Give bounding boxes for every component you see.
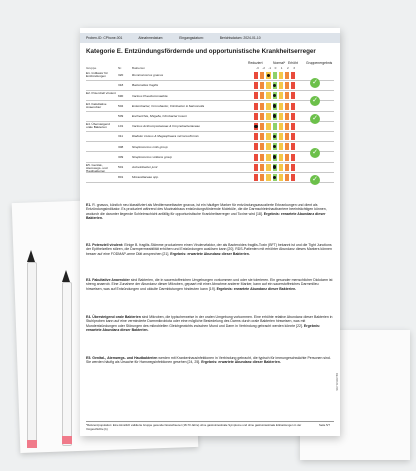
scale-cell [285, 164, 289, 171]
report-page [80, 28, 340, 436]
scale-cell [266, 174, 270, 181]
scale-cell [254, 82, 258, 89]
group-result-check-icon: ✓ [310, 148, 320, 158]
row-bacterium: Streptococcus mitis group [132, 144, 168, 149]
pencil-left-eraser [27, 440, 37, 448]
paragraph-result: Ergebnis: erwartete Abundanz dieser Bakterien. [201, 360, 281, 365]
scale-cell [260, 133, 264, 140]
col-header-erhoeht: Erhöht [288, 61, 298, 65]
probe-id: Proben-ID: CPhone-001 [86, 36, 123, 40]
scale-cell [291, 123, 295, 130]
scale-cell [260, 103, 264, 110]
row-nr: 101 [118, 124, 124, 129]
scale-cell [279, 143, 283, 150]
row-nr: 801 [118, 175, 124, 180]
scale-cell [291, 143, 295, 150]
scale-cell [260, 174, 264, 181]
row-nr: 509 [118, 113, 124, 118]
group-result-check-icon: ✓ [310, 175, 320, 185]
row-bacterium: Moraxellaceae spp. [132, 175, 159, 180]
row-nr: 311 [118, 134, 123, 139]
scale-cell [279, 154, 283, 161]
row-bacterium: Streptococcus viridans group [132, 154, 172, 159]
col-header-bakterien: Bakterien [132, 66, 146, 70]
scale-cell [273, 123, 277, 130]
side-code: DE-000-01-001 [335, 373, 338, 391]
col-header-ergebnis: Gruppenergebnis [306, 61, 333, 65]
explanation-paragraph [86, 356, 334, 365]
table-row [86, 163, 334, 173]
scale-cell [291, 103, 295, 110]
bericht-datum: Berichtsdatum: 2024-01-10 [219, 36, 261, 40]
paragraph-lead: E4. Übersteigend orale Bakterien [86, 315, 142, 319]
scale-cell [254, 113, 258, 120]
eingang-datum: Eingangsdatum: [179, 36, 204, 40]
scale-cell [260, 92, 264, 99]
row-group: E5. Genital-, Atemwegs- und Hautbakterien [86, 162, 108, 174]
scale-cell [254, 154, 258, 161]
scale-label: -3 [256, 66, 259, 70]
scale-cell [254, 143, 258, 150]
pencil-left-tip [27, 250, 35, 262]
scale-cell [291, 82, 295, 89]
table-row [86, 81, 334, 91]
scale-cell [254, 133, 258, 140]
scale-cell [279, 164, 283, 171]
page-title: Kategorie E. Entzündungsfördernde und opportunistische Krankheitserreger [86, 48, 316, 55]
scale-label: -1 [268, 66, 272, 70]
explanation-paragraph [86, 243, 334, 256]
group-result-check-icon: ✓ [310, 114, 320, 124]
scale-cell [285, 174, 289, 181]
scale-cell [291, 154, 295, 161]
scale-cell [285, 143, 289, 150]
paragraph-result: Ergebnis: erwartete Abundanz dieser Bakterien. [216, 286, 297, 291]
footnote [86, 421, 334, 431]
scale-cell [279, 92, 283, 99]
row-bacterium: Bacteroides fragilis [132, 83, 159, 88]
scale-cell [260, 154, 264, 161]
scale-cell [254, 103, 258, 110]
scale-cell [279, 174, 283, 181]
scale-cell [291, 92, 295, 99]
scale-cell [279, 133, 283, 140]
scale-cell [266, 103, 270, 110]
pencil-right-tip [62, 270, 70, 282]
explanation-paragraph [86, 278, 334, 291]
scale-cell [285, 103, 289, 110]
explanation-paragraph [86, 315, 334, 333]
scale-cell [279, 82, 283, 89]
scale-label: -2 [262, 66, 265, 70]
scale-cell [260, 164, 264, 171]
scale-cell [266, 82, 270, 89]
paragraph-text: sind Mikroben, die typischerweise in der oralen Umgebung vorkommen. Eine erhöhte relative Abundanz dieser Bakterien in Stuhlproben kann auf eine verminderte Darmmikrobiota oder eine mögliche Besiedelung des Darms durch orale Bakterien hinweisen, was mit Mundentzündungen oder Störungen des mikrobiellen Gleichgewichts zwischen Mund und Darm in Verbindung gebracht werden könnte [22]. [86, 315, 333, 328]
group-result-check-icon: ✓ [310, 96, 320, 106]
paragraph-text: werden mit Krankenhausinfektionen in Verbindung gebracht, die typisch für immungeschwächte Personen sind. Sie werden häufig als Ursache für Harnwegsinfektionen gesehen [24, 25]. [86, 356, 331, 365]
scale-label: 1 [280, 66, 283, 70]
scale-cell [285, 92, 289, 99]
scale-cell [279, 72, 283, 79]
row-group: E3. Fakultative Anaerobier [86, 101, 107, 109]
table-row [86, 71, 334, 81]
paragraph-lead: E2. Potenziell virulent: [86, 243, 125, 247]
paragraph-lead: E3. Fakultative Anaerobier [86, 278, 131, 282]
scale-cell [266, 113, 270, 120]
table-row [86, 102, 334, 112]
row-nr: 690 [118, 93, 124, 98]
row-nr: 502 [118, 103, 124, 108]
scale-label: 2 [287, 66, 289, 70]
row-nr: 320 [118, 73, 124, 78]
value-marker [254, 125, 258, 129]
paragraph-result: Ergebnis: erwartete Abundanz dieser Bakterien. [86, 211, 326, 221]
row-bacterium: Escherichia, Shigella, Citrobacter koseri [132, 113, 187, 118]
row-bacterium: Various Actinomycetaceae & Corynebacteriaceae [132, 124, 200, 129]
scale-cell [285, 82, 289, 89]
paragraph-text: sind Bakterien, die in sauerstoffreichen Umgebungen vorkommen und oder sie tolerieren. Ein gesunder menschlicher Dickdarm ist streng anaerob. Eine Zunahme der Abundanz dieser Mikroben, gepaart mit einer Abnahme anderer Marker, kann auf ein sauerstoffreiches Darmmilieu hinweisen, was auf Entzündungen und okkulte Darmblutungen hindeuten kann [19]. [86, 278, 333, 291]
scale-cell [291, 133, 295, 140]
scale-cell [285, 72, 289, 79]
row-group: E2. Potenziell virulent [86, 91, 116, 96]
scale-cell [254, 92, 258, 99]
scale-cell [254, 164, 258, 171]
scale-label: 3 [293, 66, 295, 70]
paragraph-lead: E5. Genital-, Atemwegs- und Hautbakterien [86, 356, 159, 360]
report-header-bar [80, 33, 340, 43]
scale-cell [266, 92, 270, 99]
scale-cell [279, 103, 283, 110]
scale-cell [285, 133, 289, 140]
row-group: E4. Übersteigend orale Bakterien [86, 122, 110, 130]
scale-cell [291, 174, 295, 181]
row-bacterium: Acinetobacter junii [132, 164, 158, 169]
col-header-nr: Nr. [118, 66, 122, 70]
row-bacterium: Dialister invisus & Megasphaera micronuciformis [132, 134, 199, 139]
table-row [86, 91, 334, 101]
row-bacterium: Ruminococcus gnavus [132, 73, 164, 78]
scale-cell [260, 123, 264, 130]
paragraph-lead: E1. [86, 203, 93, 207]
scale-cell [291, 72, 295, 79]
scale-cell [266, 133, 270, 140]
col-header-gruppe: Gruppe [86, 66, 97, 70]
row-nr: 308 [118, 144, 124, 149]
scale-cell [260, 82, 264, 89]
scale-cell [266, 143, 270, 150]
scale-cell [285, 154, 289, 161]
scale-cell [279, 123, 283, 130]
scale-cell [279, 113, 283, 120]
row-group: E1. Indikator für Entzündungen [86, 71, 108, 79]
paragraph-text: R. gnavus, kürzlich neu klassifiziert als Mediterraneibacter gnavus, ist ein häufiger Marker für entzündungsassoziierte Erkrankungen und dient als Entzündungsindikator. Es produziert während des Muzinabbaus entzündungsfördernde Moleküle, die die Darmschleimhautbarriere beeinträchtigen können, wodurch die darunter liegende Schleimschicht anfällig für opportunistische Krankheitserreger und Toxine wird [18]. [86, 203, 327, 216]
scale-cell [285, 123, 289, 130]
scale-cell [260, 72, 264, 79]
paragraph-result: Ergebnis: erwartete Abundanz dieser Bakterien. [86, 323, 321, 333]
row-nr: 309 [118, 154, 124, 159]
scale-label: 0 [274, 66, 277, 70]
scale-cell [266, 123, 270, 130]
scale-cell [260, 113, 264, 120]
pencil-right [62, 282, 72, 446]
scale-cell [260, 143, 264, 150]
scale-cell [254, 174, 258, 181]
group-result-check-icon: ✓ [310, 78, 320, 88]
scale-cell [266, 154, 270, 161]
scale-cell [266, 164, 270, 171]
footnote-text: *Referenzpopulation: Eine künstlich validierte Gruppe gesunder Erwachsener (18-70 Jahre) ohne gastrointestinale Symptome und ohne gastrointestinale Erkrankungen in der Vorgeschichte [1]. [86, 423, 302, 431]
scale-cell [291, 113, 295, 120]
table-row [86, 112, 334, 122]
scale-cell [291, 164, 295, 171]
row-bacterium: Enterobacter, Cronobacter, Citrobacter & Salmonella [132, 103, 205, 108]
col-header-reduziert: Reduziert [248, 61, 263, 65]
paragraph-text: Einige B. fragilis-Stämme produzieren einen Virulenzfaktor, der als Bacteroides fragilis-Toxin (BFT) bekannt ist und die Tight Junctions der Epithelzellen stören, die Darmpermeabilität erhöhen und Entzündungen auslösen kann [20]. RDS-Patienten mit erhöhter Abundanz dieses Markers können besser auf eine FODMAP-arme Diät ansprechen [21]. [86, 243, 332, 256]
table-row [86, 173, 334, 183]
page-number: Seite 5/7 [318, 423, 330, 427]
paragraph-result: Ergebnis: erwartete Abundanz dieser Bakterien. [170, 251, 250, 256]
table-row [86, 153, 334, 163]
abnahme-datum: Abnahmedatum: [138, 36, 164, 40]
table-row [86, 122, 334, 132]
scale-cell [285, 113, 289, 120]
row-nr: 318 [118, 83, 124, 88]
table-row [86, 142, 334, 152]
explanation-paragraph [86, 203, 334, 221]
row-bacterium: Various Pseudomonadota [132, 93, 168, 98]
col-header-normal: Normal* [273, 61, 286, 65]
row-nr: 501 [118, 164, 124, 169]
pencil-right-eraser [62, 436, 72, 444]
pencil-left [27, 262, 37, 444]
table-row [86, 132, 334, 142]
scale-cell [273, 72, 277, 79]
scale-cell [254, 72, 258, 79]
